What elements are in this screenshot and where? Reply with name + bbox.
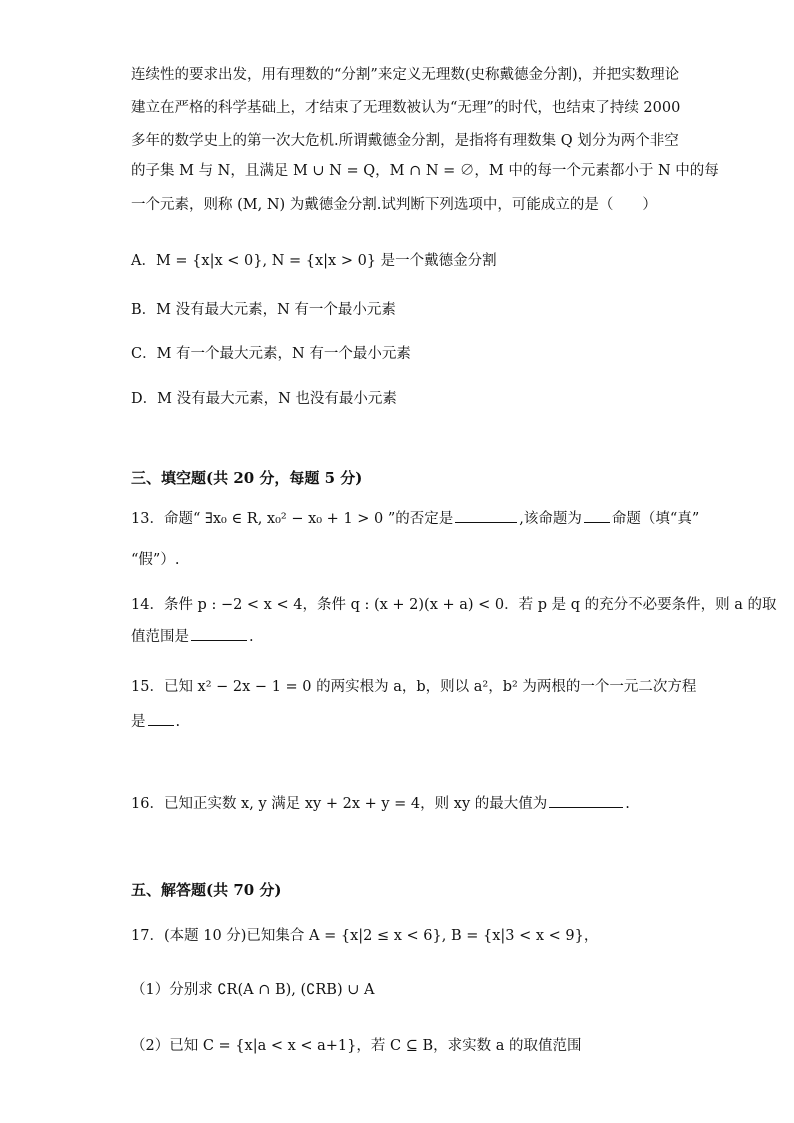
q15-text: 是 — [131, 714, 146, 730]
question-15: 15．已知 x² − 2x − 1 = 0 的两实根为 a，b，则以 a²，b² 为两根的一个一元二次方程 — [131, 679, 697, 695]
q16-answer-blank — [549, 806, 623, 808]
question-17-part-1: （1）分别求 ∁R(A ∩ B), (∁RB) ∪ A — [131, 982, 375, 998]
question-17: 17．(本题 10 分)已知集合 A = {x|2 ≤ x < 6}, B = {x|3 < x < 9}， — [131, 928, 599, 944]
q16-text: 16．已知正实数 x, y 满足 xy + 2x + y = 4，则 xy 的最大值为 — [131, 796, 548, 812]
q13-answer-blank-1 — [455, 521, 517, 523]
question-13 — [131, 512, 699, 527]
intro-line-3: 多年的数学史上的第一次大危机.所谓戴德金分割，是指将有理数集 Q 划分为两个非空 — [131, 133, 679, 149]
q13-answer-blank-2 — [584, 521, 610, 523]
question-13-line-2: “假”）. — [131, 552, 180, 568]
q13-text-3: 命题（填“真” — [611, 511, 700, 527]
option-d: D．M 没有最大元素，N 也没有最小元素 — [131, 391, 397, 407]
q15-period: . — [175, 714, 181, 730]
question-14-line-2 — [131, 630, 254, 645]
intro-line-1: 连续性的要求出发，用有理数的“分割”来定义无理数(史称戴德金分割)，并把实数理论 — [131, 67, 680, 83]
question-14: 14．条件 p : −2 < x < 4，条件 q : (x + 2)(x + a) < 0．若 p 是 q 的充分不必要条件，则 a 的取 — [131, 597, 777, 613]
option-b: B．M 没有最大元素，N 有一个最小元素 — [131, 302, 396, 318]
section-heading-solutions: 五、解答题(共 70 分) — [131, 881, 282, 899]
q14-period: . — [249, 629, 254, 645]
q13-text-1: 13．命题“ ∃x₀ ∈ R, x₀² − x₀ + 1 > 0 ”的否定是 — [131, 511, 454, 527]
option-c: C．M 有一个最大元素，N 有一个最小元素 — [131, 346, 411, 362]
q13-text-2: ,该命题为 — [519, 511, 582, 527]
q16-period: . — [625, 796, 630, 812]
q15-answer-blank — [148, 724, 174, 726]
question-17-part-2: （2）已知 C = {x|a < x < a+1}，若 C ⊆ B，求实数 a 的取值范围 — [131, 1038, 582, 1054]
intro-line-2: 建立在严格的科学基础上，才结束了无理数被认为“无理”的时代，也结束了持续 2000 — [131, 100, 681, 116]
section-heading-fill-in: 三、填空题(共 20 分，每题 5 分) — [131, 469, 363, 487]
q14-answer-blank — [191, 639, 247, 641]
question-15-line-2 — [131, 715, 180, 730]
question-16 — [131, 797, 630, 812]
q14-text: 值范围是 — [131, 629, 189, 645]
intro-line-5: 一个元素，则称 (M, N) 为戴德金分割.试判断下列选项中，可能成立的是（ ） — [131, 197, 657, 213]
intro-line-4: 的子集 M 与 N，且满足 M ∪ N = Q，M ∩ N = ∅，M 中的每一个元素都小于 N 中的每 — [131, 163, 719, 179]
option-a: A．M = {x|x < 0}, N = {x|x > 0} 是一个戴德金分割 — [131, 253, 497, 269]
